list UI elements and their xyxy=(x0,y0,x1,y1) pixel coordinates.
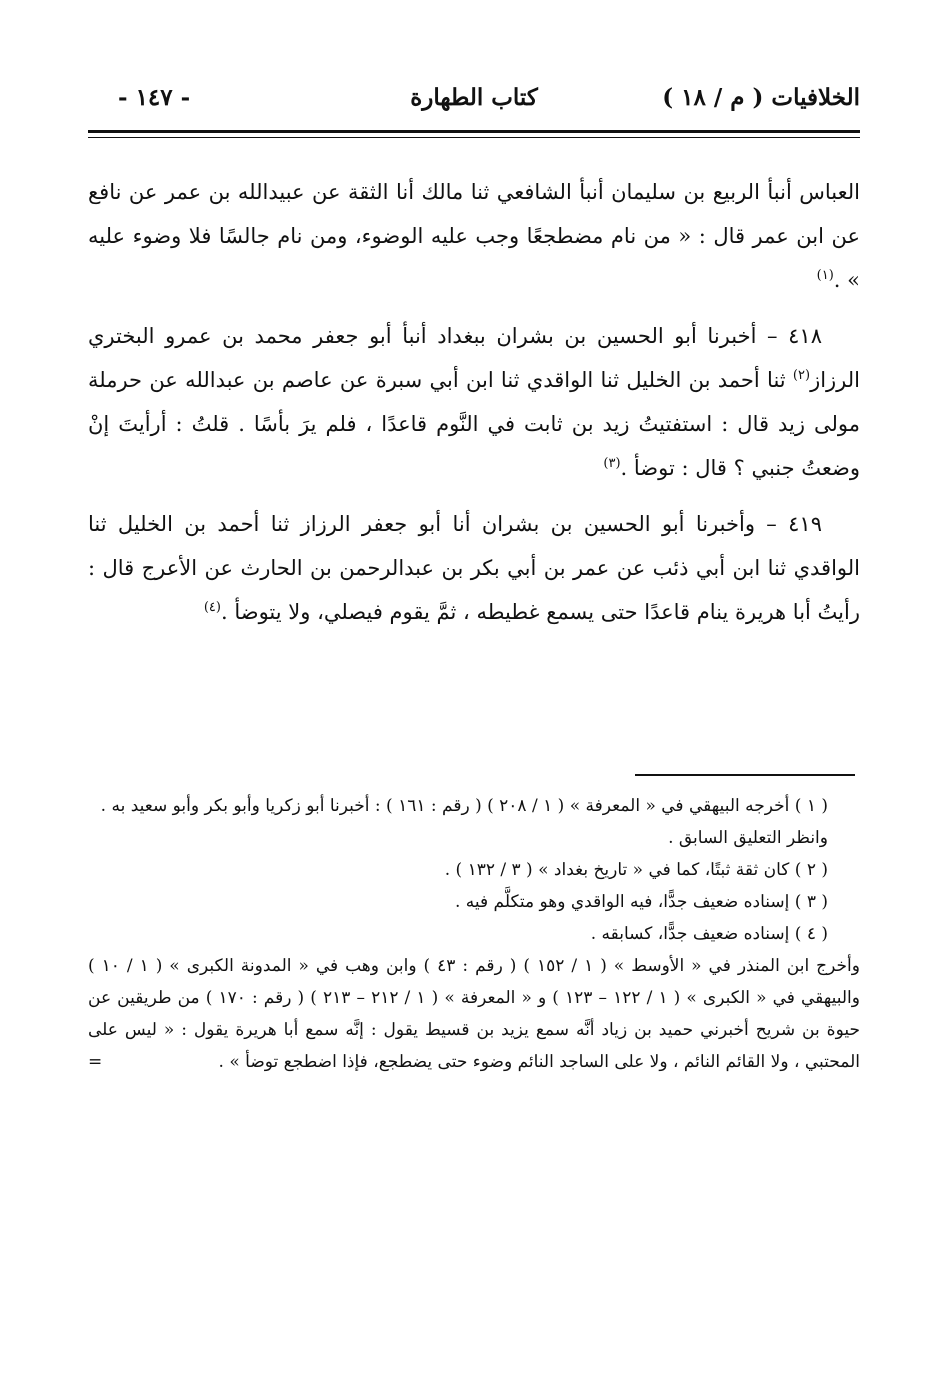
paragraph-text: العباس أنبأ الربيع بن سليمان أنبأ الشافعي ثنا مالك أنا الثقة عن عبيدالله بن عمر عن نافع عن ابن عمر قال : « من نام مضطجعًا وجب عليه الوضوء، ومن نام جالسًا فلا وضوء عليه » . xyxy=(88,180,860,292)
paragraph-continuation xyxy=(88,170,860,302)
footnote-separator xyxy=(635,774,855,776)
footnote-ref: (١) xyxy=(816,268,834,283)
paragraph-text: ٤١٨ – أخبرنا أبو الحسين بن بشران ببغداد أنبأ أبو جعفر محمد بن عمرو البختري الرزاز xyxy=(88,324,860,392)
footnote-1-note: وانظر التعليق السابق . xyxy=(668,828,828,848)
footnote-3: ( ٣ ) إسناده ضعيف جدًّا، فيه الواقدي وهو متكلَّم فيه . xyxy=(454,892,828,912)
footnote-ref: (٤) xyxy=(203,600,221,615)
footnote-1: ( ١ ) أخرجه البيهقي في « المعرفة » ( ١ / ٢٠٨ ) ( رقم : ١٦١ ) : أخبرنا أبو زكريا وأبو بكر وأبو سعيد به . xyxy=(100,796,828,816)
footnote-4: ( ٤ ) إسناده ضعيف جدًّا، كسابقه . xyxy=(590,924,828,944)
main-text xyxy=(88,170,860,646)
header-book-title: كتاب الطهارة xyxy=(410,84,538,111)
header-rule-thin xyxy=(88,137,860,138)
page-number: - ١٤٧ - xyxy=(118,84,191,111)
paragraph-text: ثنا أحمد بن الخليل ثنا الواقدي ثنا ابن أبي سبرة عن عاصم بن عبدالله عن حرملة مولى زيد قال : استفتيتُ زيد بن ثابت في النَّوم قاعدًا ، فلم يرَ بأسًا . قلتُ : أرأيتَ إنْ وضعتُ جنبي ؟ قال : توضأ . xyxy=(88,368,860,480)
hadith-418 xyxy=(88,314,860,490)
footnote-ref: (٢) xyxy=(792,368,811,383)
footnote-2: ( ٢ ) كان ثقة ثبتًا، كما في « تاريخ بغداد » ( ٣ / ١٣٢ ) . xyxy=(444,860,828,880)
footnotes xyxy=(88,790,860,1078)
continuation-mark: = xyxy=(88,1052,103,1072)
header-volume: الخلافيات ( م / ١٨ ) xyxy=(662,84,860,111)
hadith-419 xyxy=(88,502,860,634)
footnote-ref: (٣) xyxy=(603,456,621,471)
running-header xyxy=(88,84,860,120)
footnote-extra xyxy=(88,950,860,1078)
header-rule-thick xyxy=(88,130,860,133)
paragraph-text: ٤١٩ – وأخبرنا أبو الحسين بن بشران أنا أبو جعفر الرزاز ثنا أحمد بن الخليل ثنا الواقدي ثنا ابن أبي ذئب عن عمر بن أبي بكر بن عبدالرحمن بن الحارث عن الأعرج قال : رأيتُ أبا هريرة ينام قاعدًا حتى يسمع غطيطه ، ثمَّ يقوم فيصلي، ولا يتوضأ . xyxy=(88,512,860,624)
footnote-extra-text: وأخرج ابن المنذر في « الأوسط » ( ١ / ١٥٢ ) ( رقم : ٤٣ ) وابن وهب في « المدونة الكبرى » ( ١ / ١٠ ) والبيهقي في « الكبرى » ( ١ / ١٢٢ – ١٢٣ ) و « المعرفة » ( ١ / ٢١٢ – ٢١٣ ) ( رقم : ١٧٠ ) من طريقين عن حيوة بن شريح أخبرني حميد بن زياد أنَّه سمع يزيد بن قسيط يقول : إنَّه سمع أبا هريرة يقول : « ليس على المحتبي ، ولا القائم النائم ، ولا على الساجد النائم وضوء حتى يضطجع، فإذا اضطجع توضأ » . xyxy=(88,956,860,1072)
